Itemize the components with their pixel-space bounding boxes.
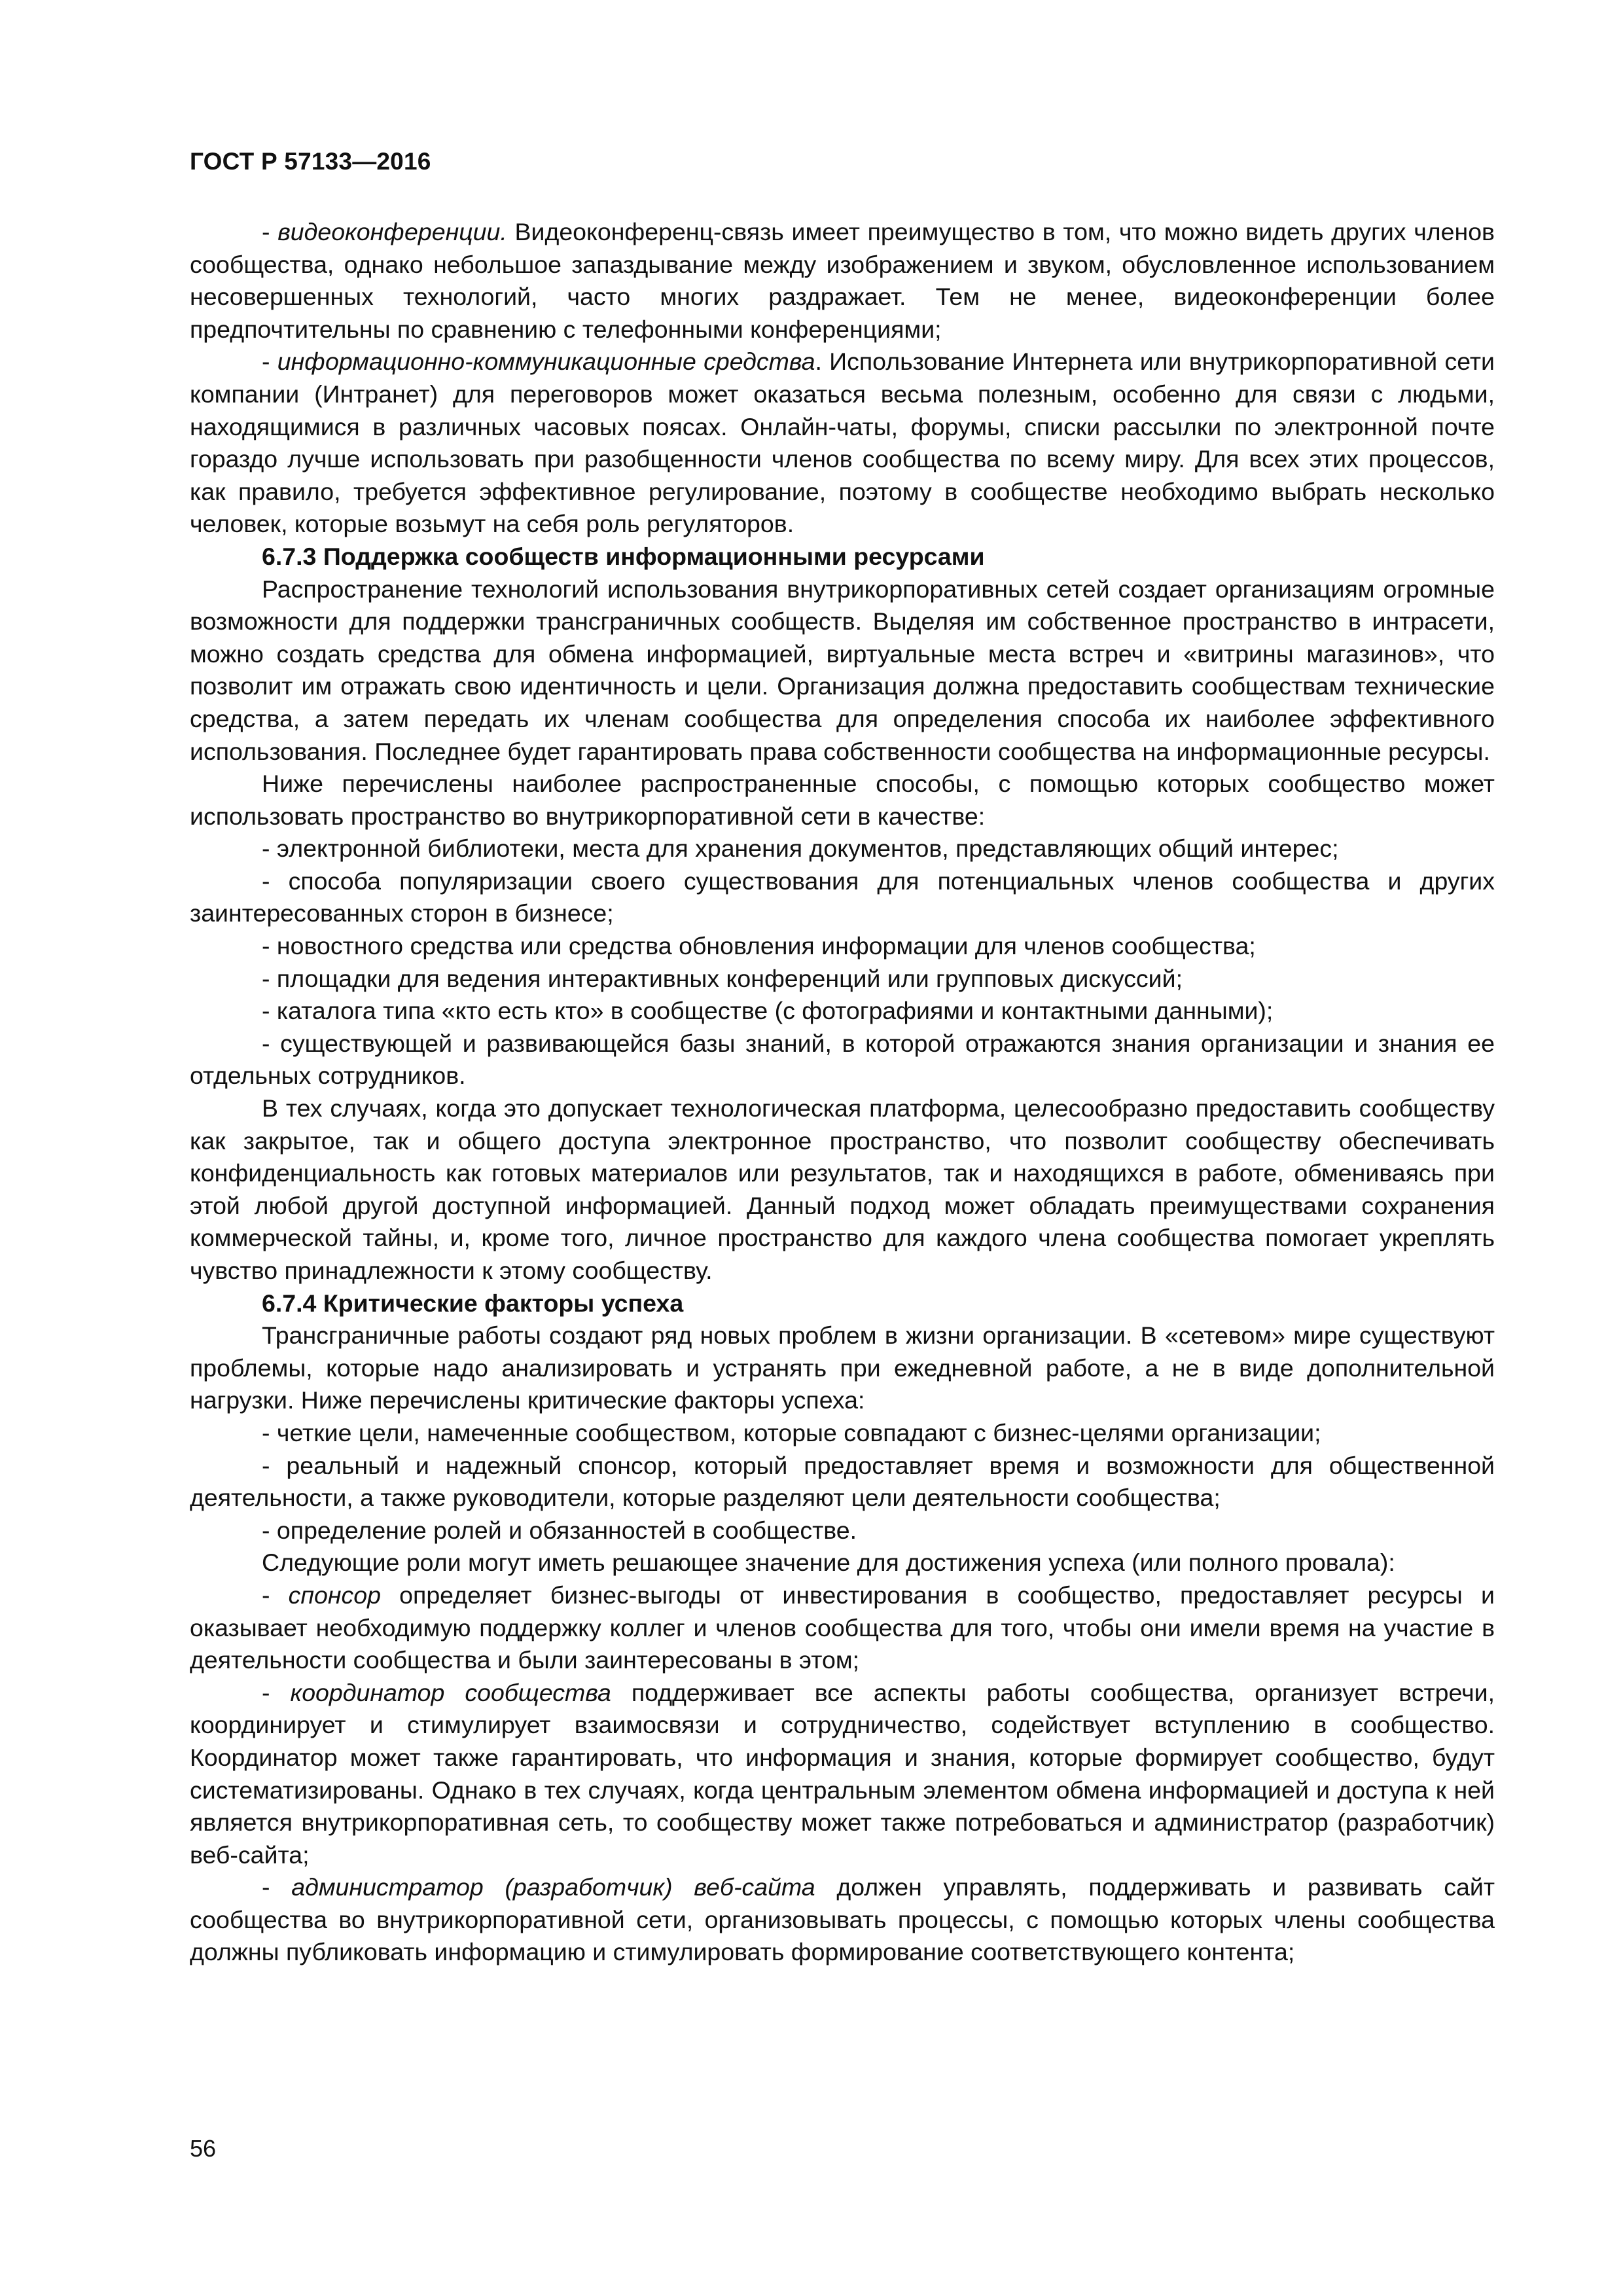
term: видеоконференции. — [277, 218, 507, 245]
paragraph: Распространение технологий использования внутрикорпоративных сетей создает организациям огромные возможности для поддержки трансграничных сообществ. Выделяя им собственное пространство в интрасети, можно создать средства для обмена информацией, виртуальные места встреч и «витрины магазинов», что позволит им отражать свою идентичность и цели. Организация должна предоставить сообществам технические средства, а затем передать их членам сообщества для определения способа их наиболее эффективного использования. Последнее будет гарантировать права собственности сообщества на информационные ресурсы. — [190, 575, 1495, 765]
list-item: - информационно-коммуникационные средства. Использование Интернета или внутрикорпоративной сети компании (Интранет) для переговоров может оказаться весьма полезным, особенно для связи с людьми, находящимися в различных часовых поясах. Онлайн-чаты, форумы, списки рассылки по электронной почте гораздо лучше использовать при разобщенности членов сообщества по всему миру. Для всех этих процессов, как правило, требуется эффективное регулирование, поэтому в сообществе необходимо выбрать несколько человек, которые возьмут на себя роль регуляторов. — [190, 348, 1495, 538]
list-item: - администратор (разработчик) веб-сайта должен управлять, поддерживать и развивать сайт сообщества во внутрикорпоративной сети, организовывать процессы, с помощью которых члены сообщества должны публиковать информацию и стимулировать формирование соответствующего контента; — [190, 1873, 1495, 1966]
list-item: - каталога типа «кто есть кто» в сообществе (с фотографиями и контактными данными); — [262, 997, 1274, 1025]
paragraph: Ниже перечислены наиболее распространенные способы, с помощью которых сообщество может использовать пространство во внутрикорпоративной сети в качестве: — [190, 770, 1495, 830]
list-item: - видеоконференции. Видеоконференц-связь имеет преимущество в том, что можно видеть других членов сообщества, однако небольшое запаздывание между изображением и звуком, обусловленное использованием несовершенных технологий, часто многих раздражает. Тем не менее, видеоконференции более предпочтительны по сравнению с телефонными конференциями; — [190, 218, 1495, 343]
section-heading: 6.7.3 Поддержка сообществ информационными ресурсами — [262, 542, 985, 570]
document-standard-header: ГОСТ Р 57133—2016 — [190, 148, 431, 175]
term: спонсор — [288, 1581, 381, 1609]
paragraph: Трансграничные работы создают ряд новых проблем в жизни организации. В «сетевом» мире существуют проблемы, которые надо анализировать и устранять при ежедневной работе, а не в виде дополнительной нагрузки. Ниже перечислены критические факторы успеха: — [190, 1321, 1495, 1414]
list-item: - электронной библиотеки, места для хранения документов, представляющих общий интерес; — [262, 834, 1339, 863]
page-number: 56 — [190, 2135, 217, 2162]
term: информационно-коммуникационные средства — [277, 348, 815, 376]
list-item: - реальный и надежный спонсор, который предоставляет время и возможности для общественной деятельности, а также руководители, которые разделяют цели деятельности сообщества; — [190, 1451, 1495, 1512]
section-heading: 6.7.4 Критические факторы успеха — [262, 1289, 684, 1317]
term: координатор сообщества — [290, 1678, 611, 1706]
list-item: - способа популяризации своего существования для потенциальных членов сообщества и других заинтересованных сторон в бизнесе; — [190, 867, 1495, 927]
paragraph: Следующие роли могут иметь решающее значение для достижения успеха (или полного провала): — [262, 1549, 1395, 1577]
list-item: - определение ролей и обязанностей в сообществе. — [262, 1516, 857, 1544]
list-item: - координатор сообщества поддерживает все аспекты работы сообщества, организует встречи, координирует и стимулирует взаимосвязи и сотрудничество, содействует вступлению в сообщество. Координатор может также гарантировать, что информация и знания, которые формирует сообщество, будут систематизированы. Однако в тех случаях, когда центральным элементом обмена информацией и доступа к ней является внутрикорпоративная сеть, то сообществу может также потребоваться и администратор (разработчик) веб-сайта; — [190, 1678, 1495, 1869]
term: администратор (разработчик) веб-сайта — [291, 1873, 815, 1901]
list-item: - спонсор определяет бизнес-выгоды от инвестирования в сообщество, предоставляет ресурсы и оказывает необходимую поддержку коллег и членов сообщества для того, чтобы они имели время на участие в деятельности сообщества и были заинтересованы в этом; — [190, 1581, 1495, 1674]
list-item: - новостного средства или средства обновления информации для членов сообщества; — [262, 932, 1256, 960]
page-body — [190, 216, 1495, 1969]
paragraph: В тех случаях, когда это допускает технологическая платформа, целесообразно предоставить сообществу как закрытое, так и общего доступа электронное пространство, что позволит сообществу обеспечивать конфиденциальность как готовых материалов или результатов, так и находящихся в работе, обмениваясь при этой любой другой доступной информацией. Данный подход может обладать преимуществами сохранения коммерческой тайны, и, кроме того, личное пространство для каждого члена сообщества помогает укреплять чувство принадлежности к этому сообществу. — [190, 1094, 1495, 1284]
list-item: - четкие цели, намеченные сообществом, которые совпадают с бизнес-целями организации; — [262, 1418, 1321, 1446]
list-item: - существующей и развивающейся базы знаний, в которой отражаются знания организации и знания ее отдельных сотрудников. — [190, 1029, 1495, 1090]
list-item: - площадки для ведения интерактивных конференций или групповых дискуссий; — [262, 964, 1183, 992]
